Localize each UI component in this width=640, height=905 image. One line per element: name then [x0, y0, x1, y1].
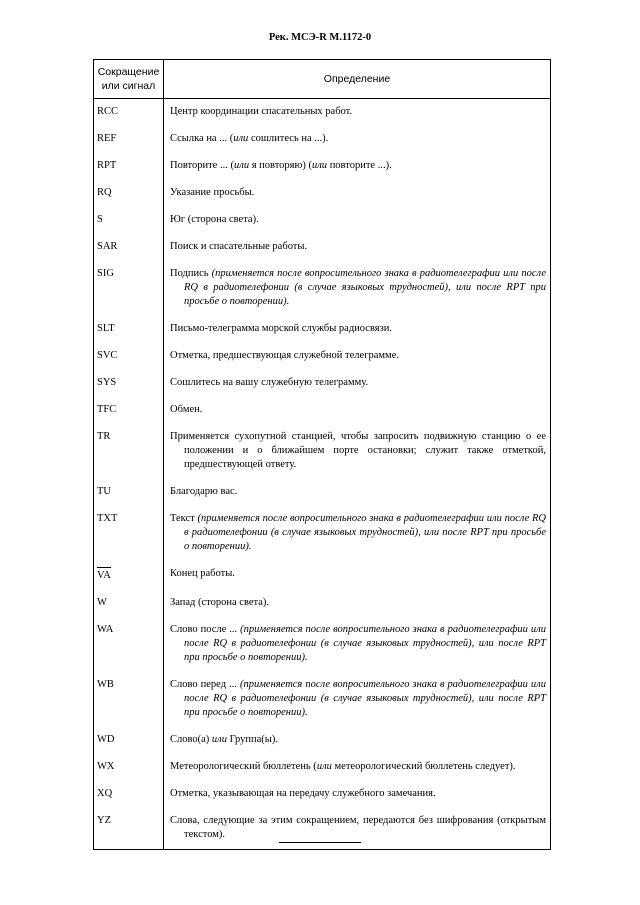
- definition-text: [170, 132, 546, 146]
- table-row: [94, 397, 551, 424]
- abbreviation-code: WD: [97, 734, 115, 745]
- definition-cell: [164, 479, 551, 506]
- abbreviation-code: RCC: [97, 106, 119, 117]
- table-body: [94, 99, 551, 850]
- abbreviation-cell: [94, 424, 164, 479]
- abbreviation-code: TXT: [97, 513, 118, 524]
- definition-text: [170, 787, 546, 801]
- table-row: [94, 590, 551, 617]
- definition-segment: Конец работы.: [170, 568, 235, 579]
- definition-text: [170, 105, 546, 119]
- definition-cell: [164, 180, 551, 207]
- column-header-code: Сокращение или сигнал: [94, 60, 164, 99]
- definition-segment: Поиск и спасательные работы.: [170, 241, 308, 252]
- abbreviation-code: WX: [97, 761, 115, 772]
- table-row: [94, 479, 551, 506]
- definition-italic-segment: или: [233, 133, 249, 144]
- table-row: [94, 754, 551, 781]
- definition-text: [170, 814, 546, 842]
- table-row: [94, 316, 551, 343]
- definition-cell: [164, 672, 551, 727]
- definition-text: [170, 678, 546, 720]
- definition-text: [170, 322, 546, 336]
- abbreviation-code: WB: [97, 679, 114, 690]
- definition-segment: повторите ...).: [327, 160, 392, 171]
- definition-italic-segment: или: [211, 734, 228, 745]
- table-row: [94, 781, 551, 808]
- table-row: [94, 207, 551, 234]
- definition-segment: Группа(ы).: [227, 734, 278, 745]
- definition-segment: метеорологический бюллетень следует).: [331, 761, 516, 772]
- definition-text: [170, 760, 546, 774]
- abbreviation-cell: [94, 397, 164, 424]
- table-row: [94, 99, 551, 127]
- definition-text: [170, 430, 546, 472]
- definition-segment: Центр координации спасательных работ.: [170, 106, 353, 117]
- abbreviation-cell: [94, 590, 164, 617]
- definition-cell: [164, 316, 551, 343]
- definition-cell: [164, 727, 551, 754]
- definition-segment: Повторите ... (: [170, 160, 234, 171]
- definition-text: [170, 567, 546, 581]
- definition-segment: Слова, следующие за этим сокращением, передаются без шифрования (открытым текстом).: [170, 815, 546, 840]
- definition-italic-segment: (применяется после вопросительного знака в радиотелеграфии или после RQ в радиотелефонии (в случае языковых трудностей), или после RPT при просьбе о повторении).: [184, 268, 546, 307]
- abbreviation-code: XQ: [97, 788, 113, 799]
- table-row: [94, 808, 551, 850]
- definition-italic-segment: (применяется после вопросительного знака в радиотелеграфии или после RQ в радиотелефонии (в случае языковых трудностей), или после RPT при просьбе о повторении).: [184, 513, 547, 552]
- abbreviation-code: TU: [97, 486, 111, 497]
- definition-cell: [164, 207, 551, 234]
- definition-cell: [164, 424, 551, 479]
- abbreviation-code: W: [97, 597, 107, 608]
- definition-segment: Указание просьбы.: [170, 187, 255, 198]
- definition-cell: [164, 561, 551, 590]
- table-row: [94, 126, 551, 153]
- definition-italic-segment: (применяется после вопросительного знака в радиотелеграфии или после RQ в радиотелефонии (в случае языковых трудностей), или после RPT при просьбе о повторении).: [184, 624, 546, 663]
- table-row: [94, 343, 551, 370]
- definition-text: [170, 159, 546, 173]
- abbreviation-cell: [94, 180, 164, 207]
- definition-cell: [164, 234, 551, 261]
- table-row: [94, 727, 551, 754]
- abbreviation-cell: [94, 153, 164, 180]
- abbreviation-code: WA: [97, 624, 114, 635]
- abbreviation-cell: [94, 781, 164, 808]
- abbreviation-code: SLT: [97, 323, 115, 334]
- definition-segment: Сошлитесь на вашу служебную телеграмму.: [170, 377, 369, 388]
- definition-cell: [164, 617, 551, 672]
- definition-text: [170, 512, 546, 554]
- definition-cell: [164, 99, 551, 127]
- definition-cell: [164, 590, 551, 617]
- definition-text: [170, 403, 546, 417]
- abbreviation-code: SIG: [97, 268, 114, 279]
- definition-segment: Применяется сухопутной станцией, чтобы запросить подвижную станцию о ее положении и о ближайшем порте остановки; служит также отметкой, предшествующей ответу.: [170, 431, 546, 470]
- end-rule: [279, 842, 361, 843]
- abbreviation-cell: [94, 754, 164, 781]
- table-header-row: [94, 60, 551, 99]
- definition-segment: Отметка, предшествующая служебной телеграмме.: [170, 350, 399, 361]
- definition-segment: Текст: [170, 513, 198, 524]
- definition-segment: Запад (сторона света).: [170, 597, 270, 608]
- definition-segment: Обмен.: [170, 404, 203, 415]
- definition-segment: я повторяю) (: [249, 160, 312, 171]
- definition-segment: Отметка, указывающая на передачу служебного замечания.: [170, 788, 436, 799]
- column-header-definition: Определение: [164, 60, 551, 99]
- definition-text: [170, 733, 546, 747]
- abbreviation-cell: [94, 617, 164, 672]
- definition-segment: сошлитесь на ...).: [248, 133, 329, 144]
- abbreviation-cell: [94, 261, 164, 316]
- definition-italic-segment: (применяется после вопросительного знака в радиотелеграфии или после RQ в радиотелефонии (в случае языковых трудностей), или после RPT при просьбе о повторении).: [184, 679, 546, 718]
- table-row: [94, 234, 551, 261]
- abbreviation-cell: [94, 808, 164, 850]
- abbreviation-cell: [94, 99, 164, 127]
- definition-cell: [164, 153, 551, 180]
- abbreviation-cell: [94, 506, 164, 561]
- definition-cell: [164, 808, 551, 850]
- abbreviation-code: S: [97, 214, 103, 225]
- definition-cell: [164, 343, 551, 370]
- definition-cell: [164, 754, 551, 781]
- definition-italic-segment: или: [311, 160, 328, 171]
- definition-segment: Юг (сторона света).: [170, 214, 259, 225]
- definition-text: [170, 596, 546, 610]
- table-row: [94, 617, 551, 672]
- abbreviation-code: VA: [97, 567, 111, 583]
- definition-text: [170, 186, 546, 200]
- abbreviation-code: SAR: [97, 241, 118, 252]
- definition-segment: Ссылка на ... (: [170, 133, 234, 144]
- abbreviation-cell: [94, 727, 164, 754]
- table-row: [94, 261, 551, 316]
- definition-cell: [164, 126, 551, 153]
- definition-text: [170, 213, 546, 227]
- definition-cell: [164, 261, 551, 316]
- definition-cell: [164, 397, 551, 424]
- page-header: Рек. МСЭ-R M.1172-0: [268, 32, 372, 43]
- abbreviation-code: YZ: [97, 815, 111, 826]
- definition-text: [170, 349, 546, 363]
- definition-text: [170, 267, 546, 309]
- abbreviation-code: TR: [97, 431, 111, 442]
- abbreviation-code: RPT: [97, 160, 117, 171]
- table-row: [94, 180, 551, 207]
- definition-text: [170, 623, 546, 665]
- abbreviation-cell: [94, 234, 164, 261]
- abbreviation-code: TFC: [97, 404, 117, 415]
- definition-text: [170, 240, 546, 254]
- table-row: [94, 561, 551, 590]
- abbreviation-cell: [94, 672, 164, 727]
- definition-segment: Слово после ...: [170, 624, 241, 635]
- abbreviation-code: REF: [97, 133, 117, 144]
- abbreviation-cell: [94, 479, 164, 506]
- abbreviation-cell: [94, 316, 164, 343]
- abbreviation-cell: [94, 207, 164, 234]
- definition-cell: [164, 370, 551, 397]
- table-row: [94, 153, 551, 180]
- table-row: [94, 506, 551, 561]
- definition-cell: [164, 781, 551, 808]
- definition-segment: Метеорологический бюллетень (: [170, 761, 317, 772]
- definition-segment: Подпись: [170, 268, 212, 279]
- definition-cell: [164, 506, 551, 561]
- definition-segment: Благодарю вас.: [170, 486, 238, 497]
- table-row: [94, 424, 551, 479]
- table-row: [94, 370, 551, 397]
- abbreviation-code: SYS: [97, 377, 117, 388]
- abbreviation-cell: [94, 126, 164, 153]
- definition-segment: Письмо-телеграмма морской службы радиосвязи.: [170, 323, 393, 334]
- abbreviation-cell: [94, 370, 164, 397]
- definition-text: [170, 485, 546, 499]
- definition-text: [170, 376, 546, 390]
- definition-segment: Слово перед ...: [170, 679, 240, 690]
- abbreviation-cell: [94, 343, 164, 370]
- definition-italic-segment: или: [316, 761, 332, 772]
- definition-segment: Слово(а): [170, 734, 212, 745]
- abbreviation-table: [93, 59, 551, 850]
- abbreviation-cell: [94, 561, 164, 590]
- table-row: [94, 672, 551, 727]
- definition-italic-segment: или: [233, 160, 250, 171]
- abbreviation-code: SVC: [97, 350, 118, 361]
- abbreviation-code: RQ: [97, 187, 112, 198]
